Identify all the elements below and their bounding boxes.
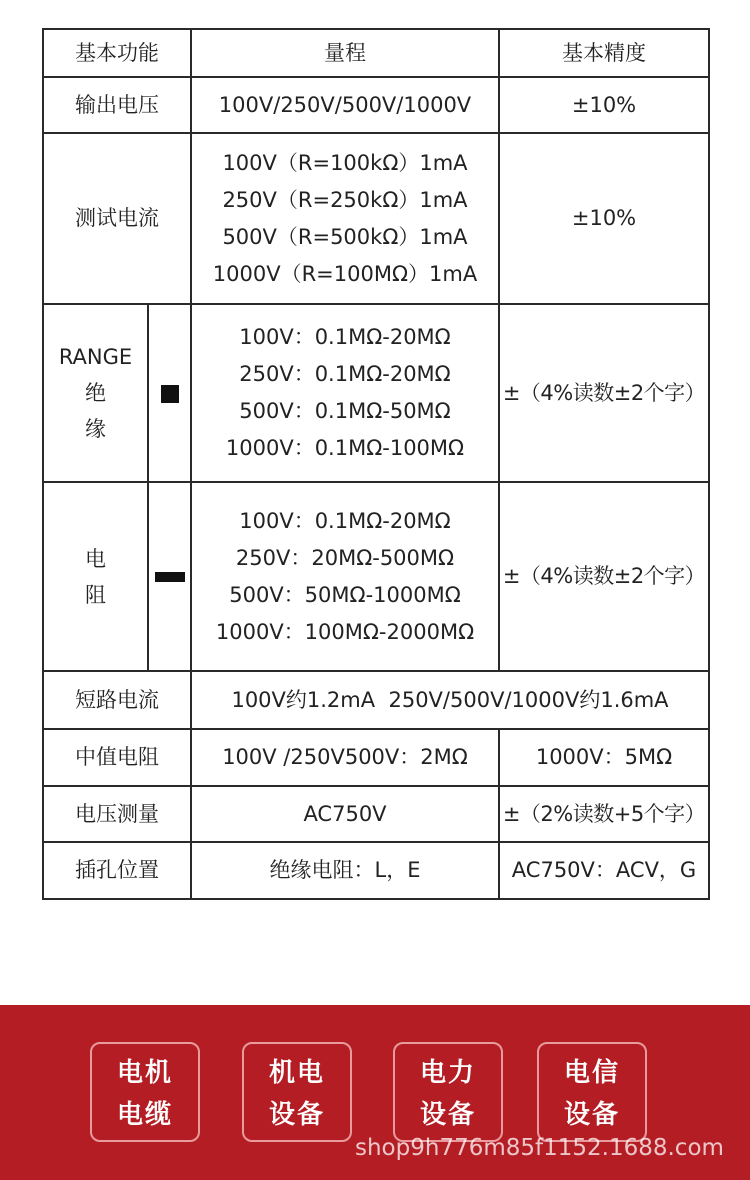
row-label: 短路电流 <box>43 671 191 729</box>
row-value: 100V约1.2mA 250V/500V/1000V约1.6mA <box>191 671 709 729</box>
range-line: 100V（R=100kΩ）1mA <box>222 150 468 175</box>
row-accuracy: ±10% <box>499 77 709 133</box>
button-label: 电信 <box>563 1058 620 1088</box>
row-range: AC750V <box>191 786 499 842</box>
button-label: 电缆 <box>116 1100 173 1130</box>
label-char: 绝 <box>85 381 106 405</box>
row-accuracy: ±（2%读数+5个字） <box>499 786 709 842</box>
row-accuracy: ±10% <box>499 133 709 304</box>
label-char: 阻 <box>85 582 106 607</box>
row-range: 绝缘电阻：L，E <box>191 842 499 899</box>
row-label: 电压测量 <box>43 786 191 842</box>
header-range: 量程 <box>191 29 499 77</box>
range-line: 500V（R=500kΩ）1mA <box>222 224 468 249</box>
table-row <box>43 786 709 842</box>
header-accuracy: 基本精度 <box>499 29 709 77</box>
range-line: 500V：0.1MΩ-50MΩ <box>239 399 451 423</box>
button-label: 设备 <box>419 1100 476 1130</box>
range-line: 100V：0.1MΩ-20MΩ <box>239 508 451 533</box>
range-line: 500V：50MΩ-1000MΩ <box>229 582 461 607</box>
table-row <box>43 304 709 482</box>
row-accuracy: ±（4%读数±2个字） <box>499 482 709 671</box>
table-row <box>43 133 709 304</box>
header-function: 基本功能 <box>43 29 191 77</box>
button-label: 电机 <box>116 1058 173 1088</box>
range-line: 250V：20MΩ-500MΩ <box>235 545 455 570</box>
row-label: 输出电压 <box>43 77 191 133</box>
row-range: 100V/250V/500V/1000V <box>191 77 499 133</box>
row-label <box>43 304 148 482</box>
range-line: 100V：0.1MΩ-20MΩ <box>239 325 451 349</box>
range-label: RANGE <box>58 345 133 369</box>
row-range <box>191 133 499 304</box>
button-label: 设备 <box>563 1100 620 1130</box>
row-label: 测试电流 <box>43 133 191 304</box>
button-label: 设备 <box>268 1100 325 1130</box>
table-row <box>43 671 709 729</box>
spec-table <box>42 28 710 900</box>
table-row <box>43 729 709 786</box>
table-row <box>43 77 709 133</box>
row-range <box>191 304 499 482</box>
table-row <box>43 842 709 899</box>
row-label <box>43 482 148 671</box>
application-button-motor-cable[interactable] <box>90 1042 200 1142</box>
range-line: 250V（R=250kΩ）1mA <box>222 187 468 212</box>
button-label: 电力 <box>419 1058 476 1088</box>
row-label: 插孔位置 <box>43 842 191 899</box>
range-line: 250V：0.1MΩ-20MΩ <box>239 362 451 386</box>
range-indicator-cell <box>148 304 191 482</box>
label-char: 缘 <box>85 417 106 441</box>
row-accuracy: AC750V：ACV，G <box>499 842 709 899</box>
application-banner <box>0 1005 750 1180</box>
black-square-icon <box>161 385 179 403</box>
shop-watermark: shop9h776m85f1152.1688.com <box>355 1135 724 1161</box>
range-indicator-cell <box>148 482 191 671</box>
row-accuracy: ±（4%读数±2个字） <box>499 304 709 482</box>
row-range <box>191 482 499 671</box>
row-label: 中值电阻 <box>43 729 191 786</box>
table-row <box>43 482 709 671</box>
application-button-electromechanical[interactable] <box>242 1042 352 1142</box>
row-accuracy: 1000V：5MΩ <box>499 729 709 786</box>
application-button-telecom[interactable] <box>537 1042 647 1142</box>
range-line: 1000V（R=100MΩ）1mA <box>212 261 478 286</box>
button-label: 机电 <box>268 1058 325 1088</box>
black-bar-icon <box>155 572 185 582</box>
row-range: 100V /250V500V：2MΩ <box>191 729 499 786</box>
label-char: 电 <box>85 546 106 571</box>
range-line: 1000V：100MΩ-2000MΩ <box>215 619 475 644</box>
table-header-row <box>43 29 709 77</box>
application-button-power[interactable] <box>393 1042 503 1142</box>
range-line: 1000V：0.1MΩ-100MΩ <box>225 436 465 460</box>
